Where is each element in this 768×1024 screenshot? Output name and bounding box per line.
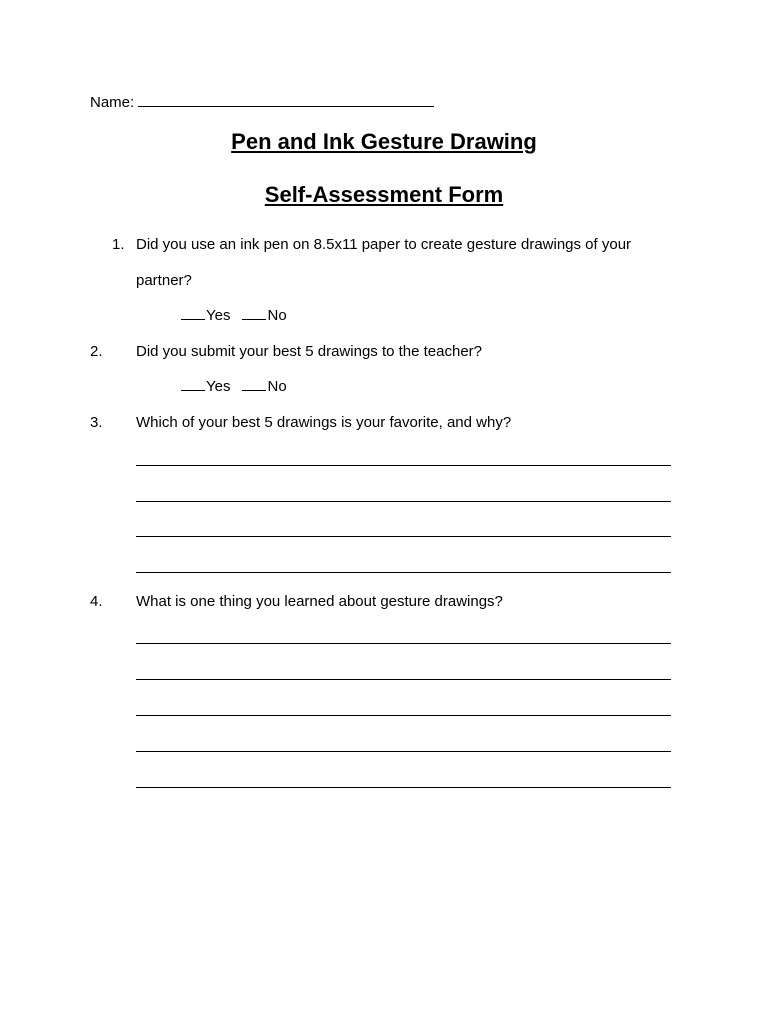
question-3-answer-line[interactable] — [136, 536, 671, 537]
question-2-yes-label: Yes — [206, 378, 231, 395]
name-row — [90, 92, 434, 111]
question-3-answer-line[interactable] — [136, 572, 671, 573]
question-1-number: 1. — [112, 236, 125, 253]
question-4-answer-line[interactable] — [136, 715, 671, 716]
question-1-yes-label: Yes — [206, 307, 231, 324]
question-4-answer-line[interactable] — [136, 787, 671, 788]
question-1-text-line2: partner? — [136, 272, 192, 289]
question-1-no-blank[interactable] — [242, 307, 266, 320]
question-1-no-label: No — [267, 307, 287, 324]
page-title: Pen and Ink Gesture Drawing — [231, 129, 537, 154]
page-subtitle: Self-Assessment Form — [264, 182, 504, 207]
question-3-text: Which of your best 5 drawings is your favorite, and why? — [136, 414, 512, 431]
question-2-yes-blank[interactable] — [181, 378, 205, 391]
question-3-answer-line[interactable] — [136, 465, 671, 466]
question-4-answer-line[interactable] — [136, 643, 671, 644]
name-blank-line[interactable] — [138, 92, 434, 107]
question-2-text: Did you submit your best 5 drawings to the teacher? — [136, 343, 483, 360]
question-4-text: What is one thing you learned about gesture drawings? — [136, 593, 503, 610]
question-2-no-label: No — [267, 378, 287, 395]
question-3-number: 3. — [90, 414, 103, 431]
question-4-answer-line[interactable] — [136, 751, 671, 752]
question-2-number: 2. — [90, 343, 103, 360]
question-1-text-line1: Did you use an ink pen on 8.5x11 paper to create gesture drawings of your — [136, 236, 632, 253]
question-1-yes-blank[interactable] — [181, 307, 205, 320]
question-2-no-blank[interactable] — [242, 378, 266, 391]
question-4-number: 4. — [90, 593, 103, 610]
name-label: Name: — [90, 94, 135, 111]
question-2-yes-no — [181, 378, 287, 395]
question-1-yes-no — [181, 307, 287, 324]
question-3-answer-line[interactable] — [136, 501, 671, 502]
question-4-answer-line[interactable] — [136, 679, 671, 680]
